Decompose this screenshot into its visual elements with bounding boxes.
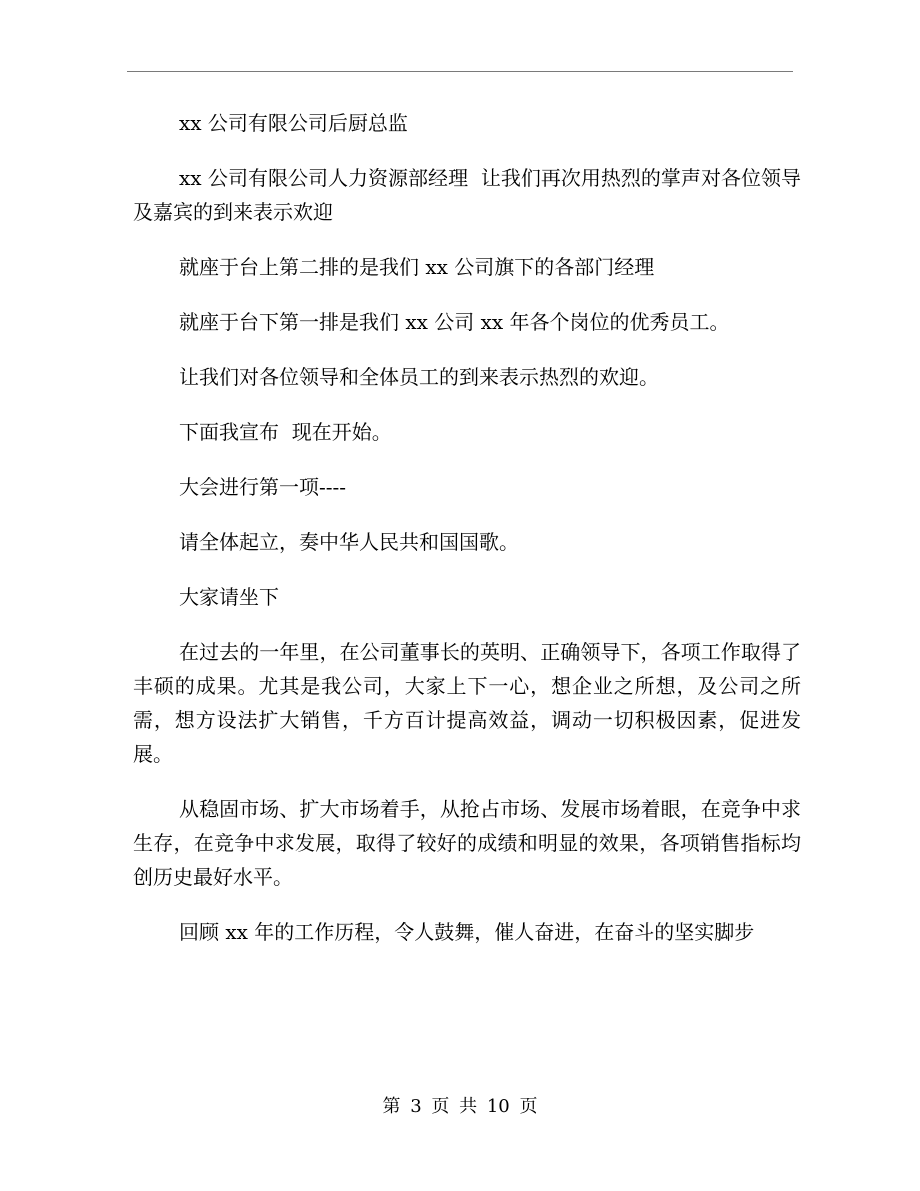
paragraph: 回顾 xx 年的工作历程，令人鼓舞，催人奋进，在奋斗的坚实脚步 (179, 920, 755, 944)
header-rule (127, 71, 793, 72)
paragraph: 就座于台下第一排是我们 xx 公司 xx 年各个岗位的优秀员工。 (179, 310, 730, 334)
paragraph: 请全体起立，奏中华人民共和国国歌。 (179, 530, 519, 554)
page-number-footer: 第 3 页 共 10 页 (382, 1096, 538, 1117)
paragraph: 让我们对各位领导和全体员工的到来表示热烈的欢迎。 (179, 365, 659, 389)
paragraph: 下面我宣布 现在开始。 (179, 420, 392, 444)
paragraph: 就座于台上第二排的是我们 xx 公司旗下的各部门经理 (179, 255, 655, 279)
paragraph: 在过去的一年里，在公司董事长的英明、正确领导下，各项工作取得了丰硕的成果。尤其是我公司，大家上下一心，想企业之所想，及公司之所需，想方设法扩大销售，千方百计提高效益，调动一切积极因素，促进发展。 (133, 640, 801, 766)
paragraph: 大家请坐下 (179, 585, 279, 609)
paragraph: 大会进行第一项---- (179, 475, 347, 499)
document-body (133, 106, 801, 970)
paragraph: 从稳固市场、扩大市场着手，从抢占市场、发展市场着眼，在竞争中求生存，在竞争中求发展，取得了较好的成绩和明显的效果，各项销售指标均创历史最好水平。 (133, 797, 801, 889)
paragraph: xx 公司有限公司人力资源部经理 让我们再次用热烈的掌声对各位领导及嘉宾的到来表示欢迎 (133, 166, 801, 224)
paragraph: xx 公司有限公司后厨总监 (179, 111, 408, 135)
